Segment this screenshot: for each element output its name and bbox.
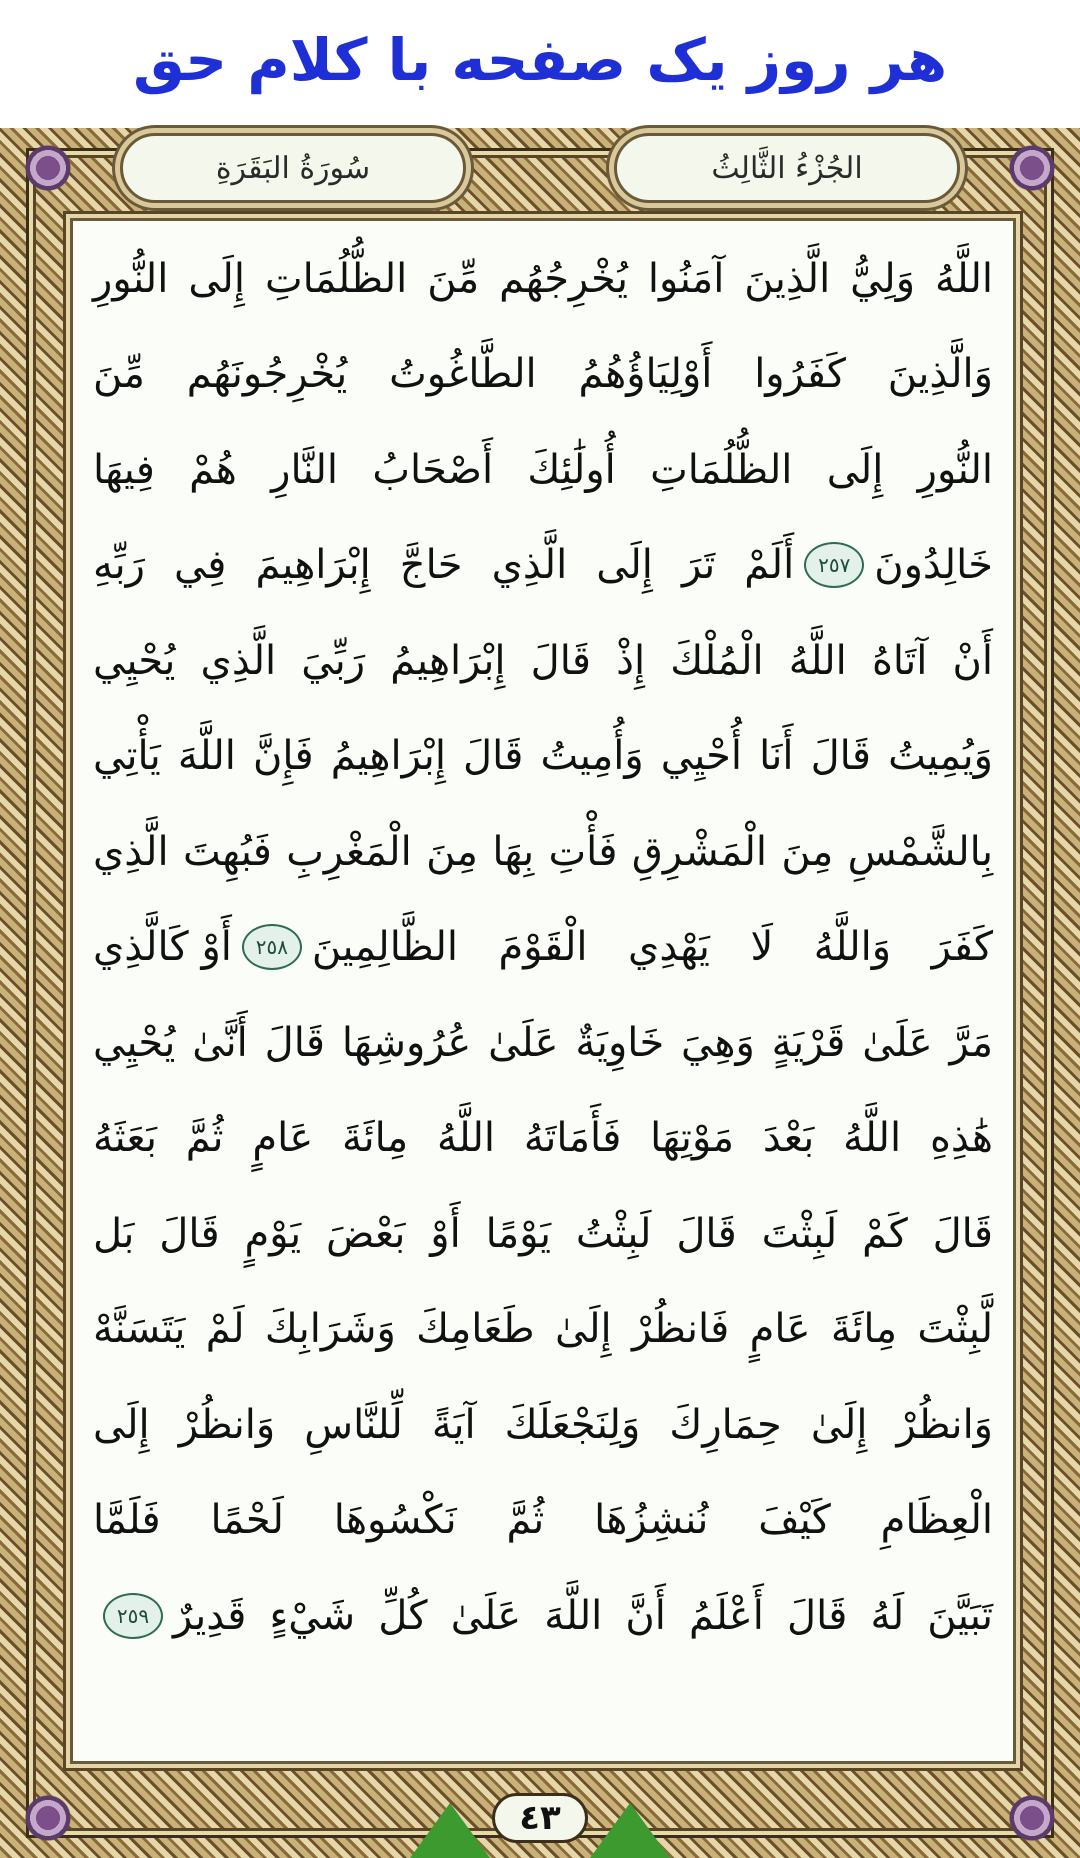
page-number: ٤٣ (492, 1793, 588, 1843)
verse-line: بِالشَّمْسِ مِنَ الْمَشْرِقِ فَأْتِ بِهَا مِنَ الْمَغْرِبِ فَبُهِتَ الَّذِي (93, 828, 993, 875)
ayah-marker: ٢٥٧ (804, 542, 864, 588)
arrow-up-icon (410, 1803, 490, 1858)
page-number-badge (390, 1778, 690, 1858)
verse-line: خَالِدُونَ ٢٥٧ أَلَمْ تَرَ إِلَى الَّذِي حَاجَّ إِبْرَاهِيمَ فِي رَبِّهِ (93, 542, 993, 589)
verse-line: مَرَّ عَلَىٰ قَرْيَةٍ وَهِيَ خَاوِيَةٌ عَلَىٰ عُرُوشِهَا قَالَ أَنَّىٰ يُحْيِي (93, 1019, 993, 1066)
verse-line: وَيُمِيتُ قَالَ أَنَا أُحْيِي وَأُمِيتُ قَالَ إِبْرَاهِيمُ فَإِنَّ اللَّهَ يَأْتِي (93, 733, 993, 780)
page-footer (0, 1778, 1080, 1858)
verse-line: كَفَرَ وَاللَّهُ لَا يَهْدِي الْقَوْمَ الظَّالِمِينَ ٢٥٨ أَوْ كَالَّذِي (93, 924, 993, 971)
ayah-marker: ٢٥٩ (103, 1593, 163, 1639)
verse-line: وَالَّذِينَ كَفَرُوا أَوْلِيَاؤُهُمُ الطَّاغُوتُ يُخْرِجُونَهُم مِّنَ (93, 351, 993, 398)
verse-line: تَبَيَّنَ لَهُ قَالَ أَعْلَمُ أَنَّ اللَّهَ عَلَىٰ كُلِّ شَيْءٍ قَدِيرٌ ٢٥٩ (93, 1568, 993, 1664)
page-header (120, 128, 960, 208)
ayah-marker: ٢٥٨ (242, 924, 302, 970)
verse-lines (93, 231, 993, 1751)
corner-ornament-icon (1002, 138, 1062, 198)
corner-ornament-icon (18, 138, 78, 198)
verse-line: الْعِظَامِ كَيْفَ نُنشِزُهَا ثُمَّ نَكْسُوهَا لَحْمًا فَلَمَّا (93, 1497, 993, 1544)
verse-line: أَنْ آتَاهُ اللَّهُ الْمُلْكَ إِذْ قَالَ إِبْرَاهِيمُ رَبِّيَ الَّذِي يُحْيِي (93, 637, 993, 684)
verse-line: النُّورِ إِلَى الظُّلُمَاتِ أُولَٰئِكَ أَصْحَابُ النَّارِ هُمْ فِيهَا (93, 446, 993, 493)
quran-page (70, 218, 1016, 1764)
verse-line: هَٰذِهِ اللَّهُ بَعْدَ مَوْتِهَا فَأَمَاتَهُ اللَّهُ مِائَةَ عَامٍ ثُمَّ بَعَثَهُ (93, 1115, 993, 1162)
verse-line: لَّبِثْتَ مِائَةَ عَامٍ فَانظُرْ إِلَىٰ طَعَامِكَ وَشَرَابِكَ لَمْ يَتَسَنَّهْ (93, 1306, 993, 1353)
juz-name: الجُزْءُ الثَّالِثُ (614, 133, 960, 203)
banner-title: هر روز یک صفحه با کلام حق (132, 26, 948, 94)
verse-line: وَانظُرْ إِلَىٰ حِمَارِكَ وَلِنَجْعَلَكَ آيَةً لِّلنَّاسِ وَانظُرْ إِلَى (93, 1401, 993, 1448)
verse-line: قَالَ كَمْ لَبِثْتَ قَالَ لَبِثْتُ يَوْمًا أَوْ بَعْضَ يَوْمٍ قَالَ بَل (93, 1210, 993, 1257)
surah-name: سُورَةُ البَقَرَةِ (120, 133, 466, 203)
verse-line: اللَّهُ وَلِيُّ الَّذِينَ آمَنُوا يُخْرِجُهُم مِّنَ الظُّلُمَاتِ إِلَى النُّورِ (93, 255, 993, 302)
banner (0, 0, 1080, 120)
arrow-up-icon (590, 1803, 670, 1858)
